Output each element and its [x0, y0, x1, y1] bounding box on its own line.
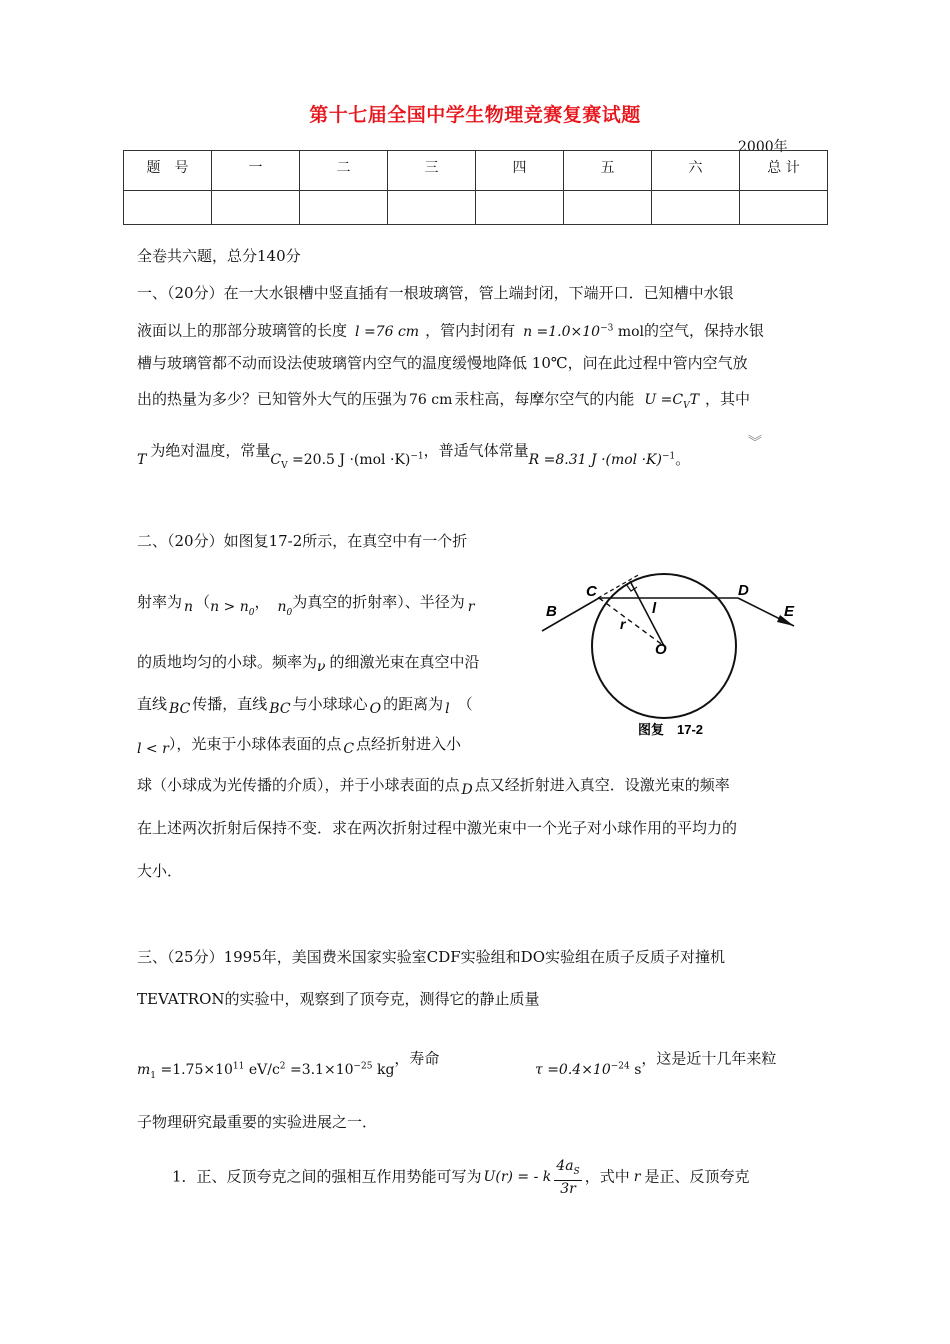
q3-math-exp: −24 [610, 1061, 630, 1071]
header-cell: 一 [212, 151, 300, 191]
q2-text: 与小球球心 [292, 695, 368, 713]
q3-line-3 [137, 1046, 440, 1081]
q1-text: 。 [675, 449, 691, 468]
q3-line-3b [535, 1046, 777, 1078]
q1-text: 液面以上的那部分玻璃管的长度 [137, 321, 348, 340]
q2-math-bc: BC [269, 701, 291, 717]
q2-math-ineq: n > n [210, 599, 249, 615]
score-cell [124, 191, 212, 225]
q3-math-tau: τ =0.4×10 [535, 1061, 611, 1078]
q2-text: （ [195, 593, 211, 611]
q1-math-exp: −1 [410, 451, 424, 461]
label-d: D [738, 582, 749, 599]
q3-math-sub: S [573, 1166, 580, 1177]
q2-line-3 [137, 652, 480, 673]
q1-text: 汞柱高，每摩尔空气的内能 [454, 390, 635, 408]
label-o: O [655, 641, 667, 658]
figure-caption: 图复 17-2 [638, 722, 704, 737]
q1-math-pressure: 76 cm [409, 392, 453, 408]
q3-text: 1．正、反顶夸克之间的强相互作用势能可写为 [172, 1167, 482, 1186]
paper-title: 第十七届全国中学生物理竞赛复赛试题 [309, 104, 641, 126]
q3-math-sub: 1 [150, 1070, 157, 1081]
q3-math-denominator: 3r [560, 1180, 576, 1197]
q1-text: ，普适气体常量 [423, 441, 529, 460]
q2-math-c: C [343, 741, 355, 757]
score-cell [212, 191, 300, 225]
header-cell: 总 计 [740, 151, 828, 191]
q2-math-bc: BC [169, 701, 191, 717]
q3-math-mass: =1.75×10 [156, 1061, 233, 1078]
q2-text: 射率为 [137, 593, 183, 611]
q2-text: 球（小球成为光传播的介质），并于小球表面的点 [137, 776, 460, 794]
q1-line-4 [137, 389, 750, 416]
score-cell [300, 191, 388, 225]
label-c: C [586, 583, 597, 600]
q3-text: ，式中 [584, 1167, 630, 1186]
score-table [123, 150, 828, 225]
q2-text: （ [457, 695, 473, 713]
q2-math-sub: 0 [248, 607, 255, 618]
q1-math-temp: T [689, 392, 699, 408]
q1-math-energy: U =C [644, 392, 684, 408]
q1-math-cv: C [270, 451, 282, 468]
q2-math-d: D [461, 782, 473, 798]
q3-math-mass-kg: =3.1×10 [285, 1061, 354, 1078]
q2-text: 为真空的折射率）、半径为 [292, 593, 465, 611]
q3-math-unit: eV/c [244, 1061, 280, 1078]
q2-math-sub: 0 [286, 607, 293, 618]
header-cell: 二 [300, 151, 388, 191]
q1-math-exp: −1 [661, 451, 676, 461]
q3-math-exp: 11 [232, 1061, 245, 1071]
year-label: 2000年 [738, 139, 788, 155]
label-r: r [620, 616, 626, 632]
q2-math-r: r [467, 599, 475, 615]
label-b: B [546, 603, 557, 620]
q2-line-7: 在上述两次折射后保持不变．求在两次折射过程中激光束中一个光子对小球作用的平均力的 [137, 819, 738, 837]
q1-line-3: 槽与玻璃管都不动而设法使玻璃管内空气的温度缓慢地降低 10℃，问在此过程中管内空气放 [137, 354, 748, 372]
q1-line-2 [137, 318, 764, 342]
q3-math-m: m [137, 1061, 151, 1078]
q3-math-numerator: 4a [556, 1158, 574, 1174]
q2-line-2 [137, 592, 474, 619]
q1-math-sub: V [683, 400, 690, 411]
q2-text: 的质地均匀的小球。频率为 [137, 653, 318, 671]
q1-math-exp: −3 [600, 323, 614, 333]
q3-math-U: U [483, 1169, 496, 1186]
q3-fraction [554, 1158, 581, 1197]
q2-math-l: l [445, 701, 450, 717]
score-value-row [124, 191, 828, 225]
distance-l-line [630, 581, 664, 646]
q3-math-exp: 2 [279, 1061, 286, 1071]
q1-math-T: T [137, 451, 147, 468]
q2-math-l-lt-r: l < r [137, 741, 169, 757]
q1-line-5 [137, 438, 691, 471]
figure-17-2 [536, 568, 806, 742]
q3-line-1: 三、（25分）1995年，美国费米国家实验室CDF实验组和DO实验组在质子反质子对撞机 [137, 948, 725, 966]
q3-line-5 [172, 1158, 749, 1197]
header-cell: 四 [476, 151, 564, 191]
q2-math-n: n [184, 599, 194, 615]
q2-text: ， [254, 593, 270, 611]
q2-text: ），光束于小球体表面的点 [168, 735, 342, 753]
q2-text: 的距离为 [383, 695, 444, 713]
q2-math-o: O [369, 701, 382, 717]
q2-text: 的细激光束在真空中沿 [329, 653, 480, 671]
q2-line-8: 大小． [137, 862, 183, 880]
label-e: E [784, 603, 795, 620]
q3-math-r: r [633, 1169, 641, 1186]
q3-math-unit: kg [372, 1061, 395, 1078]
q1-text: 为绝对温度，常量 [150, 441, 271, 460]
q3-text: ，寿命 [394, 1049, 440, 1068]
q2-math-nu: ν [317, 659, 326, 675]
score-cell [564, 191, 652, 225]
header-cell: 六 [652, 151, 740, 191]
score-cell [388, 191, 476, 225]
extension-dashed [598, 574, 640, 598]
q1-math-moles: n =1.0×10 [523, 323, 601, 340]
label-l: l [652, 600, 657, 617]
double-chevron-down-icon: ︾ [748, 435, 762, 451]
score-header-row [124, 151, 828, 191]
score-cell [476, 191, 564, 225]
q3-line-4: 子物理研究最重要的实验进展之一． [137, 1113, 378, 1131]
q2-math-n0: n [277, 599, 287, 615]
q2-line-4 [137, 694, 473, 715]
q3-math-exp: −25 [353, 1061, 373, 1071]
q3-text: ，这是近十几年来粒 [641, 1049, 777, 1068]
q3-math-unit: s [629, 1061, 642, 1078]
score-cell [652, 191, 740, 225]
q1-line-1: 一、（20分）在一大水银槽中竖直插有一根玻璃管，管上端封闭，下端开口．已知槽中水银 [137, 284, 734, 302]
score-cell [740, 191, 828, 225]
q1-math-sub: V [281, 460, 288, 471]
q3-line-2: TEVATRON的实验中，观察到了顶夸克，测得它的静止质量 [137, 990, 540, 1008]
q2-text: 点又经折射进入真空．设激光束的频率 [474, 776, 730, 794]
q2-line-5 [137, 734, 461, 755]
q2-text: 直线 [137, 695, 168, 713]
q1-text: 出的热量为多少？已知管外大气的压强为 [137, 390, 408, 408]
q1-text: 的空气，保持水银 [644, 321, 765, 340]
header-cell: 题 号 [124, 151, 212, 191]
q1-math-length: l =76 cm [355, 323, 420, 340]
q2-text: 传播，直线 [192, 695, 268, 713]
q1-math-cv-value: =20.5 J ·(mol ·K) [287, 451, 411, 468]
q2-line-1: 二、（20分）如图复17-2所示，在真空中有一个折 [137, 532, 468, 550]
header-cell: 五 [564, 151, 652, 191]
exam-intro: 全卷共六题，总分140分 [137, 247, 301, 265]
q3-text: 是正、反顶夸克 [644, 1167, 750, 1186]
q1-math-R: R =8.31 J ·(mol ·K) [528, 451, 662, 468]
q1-text: ，其中 [704, 390, 750, 408]
q2-text: 点经折射进入小 [356, 735, 462, 753]
q2-line-6 [137, 775, 730, 796]
q1-text: ，管内封闭有 [425, 321, 516, 340]
q1-math-unit: mol [613, 323, 645, 340]
q3-math-potential: (r) = - k [495, 1169, 552, 1186]
header-cell: 三 [388, 151, 476, 191]
